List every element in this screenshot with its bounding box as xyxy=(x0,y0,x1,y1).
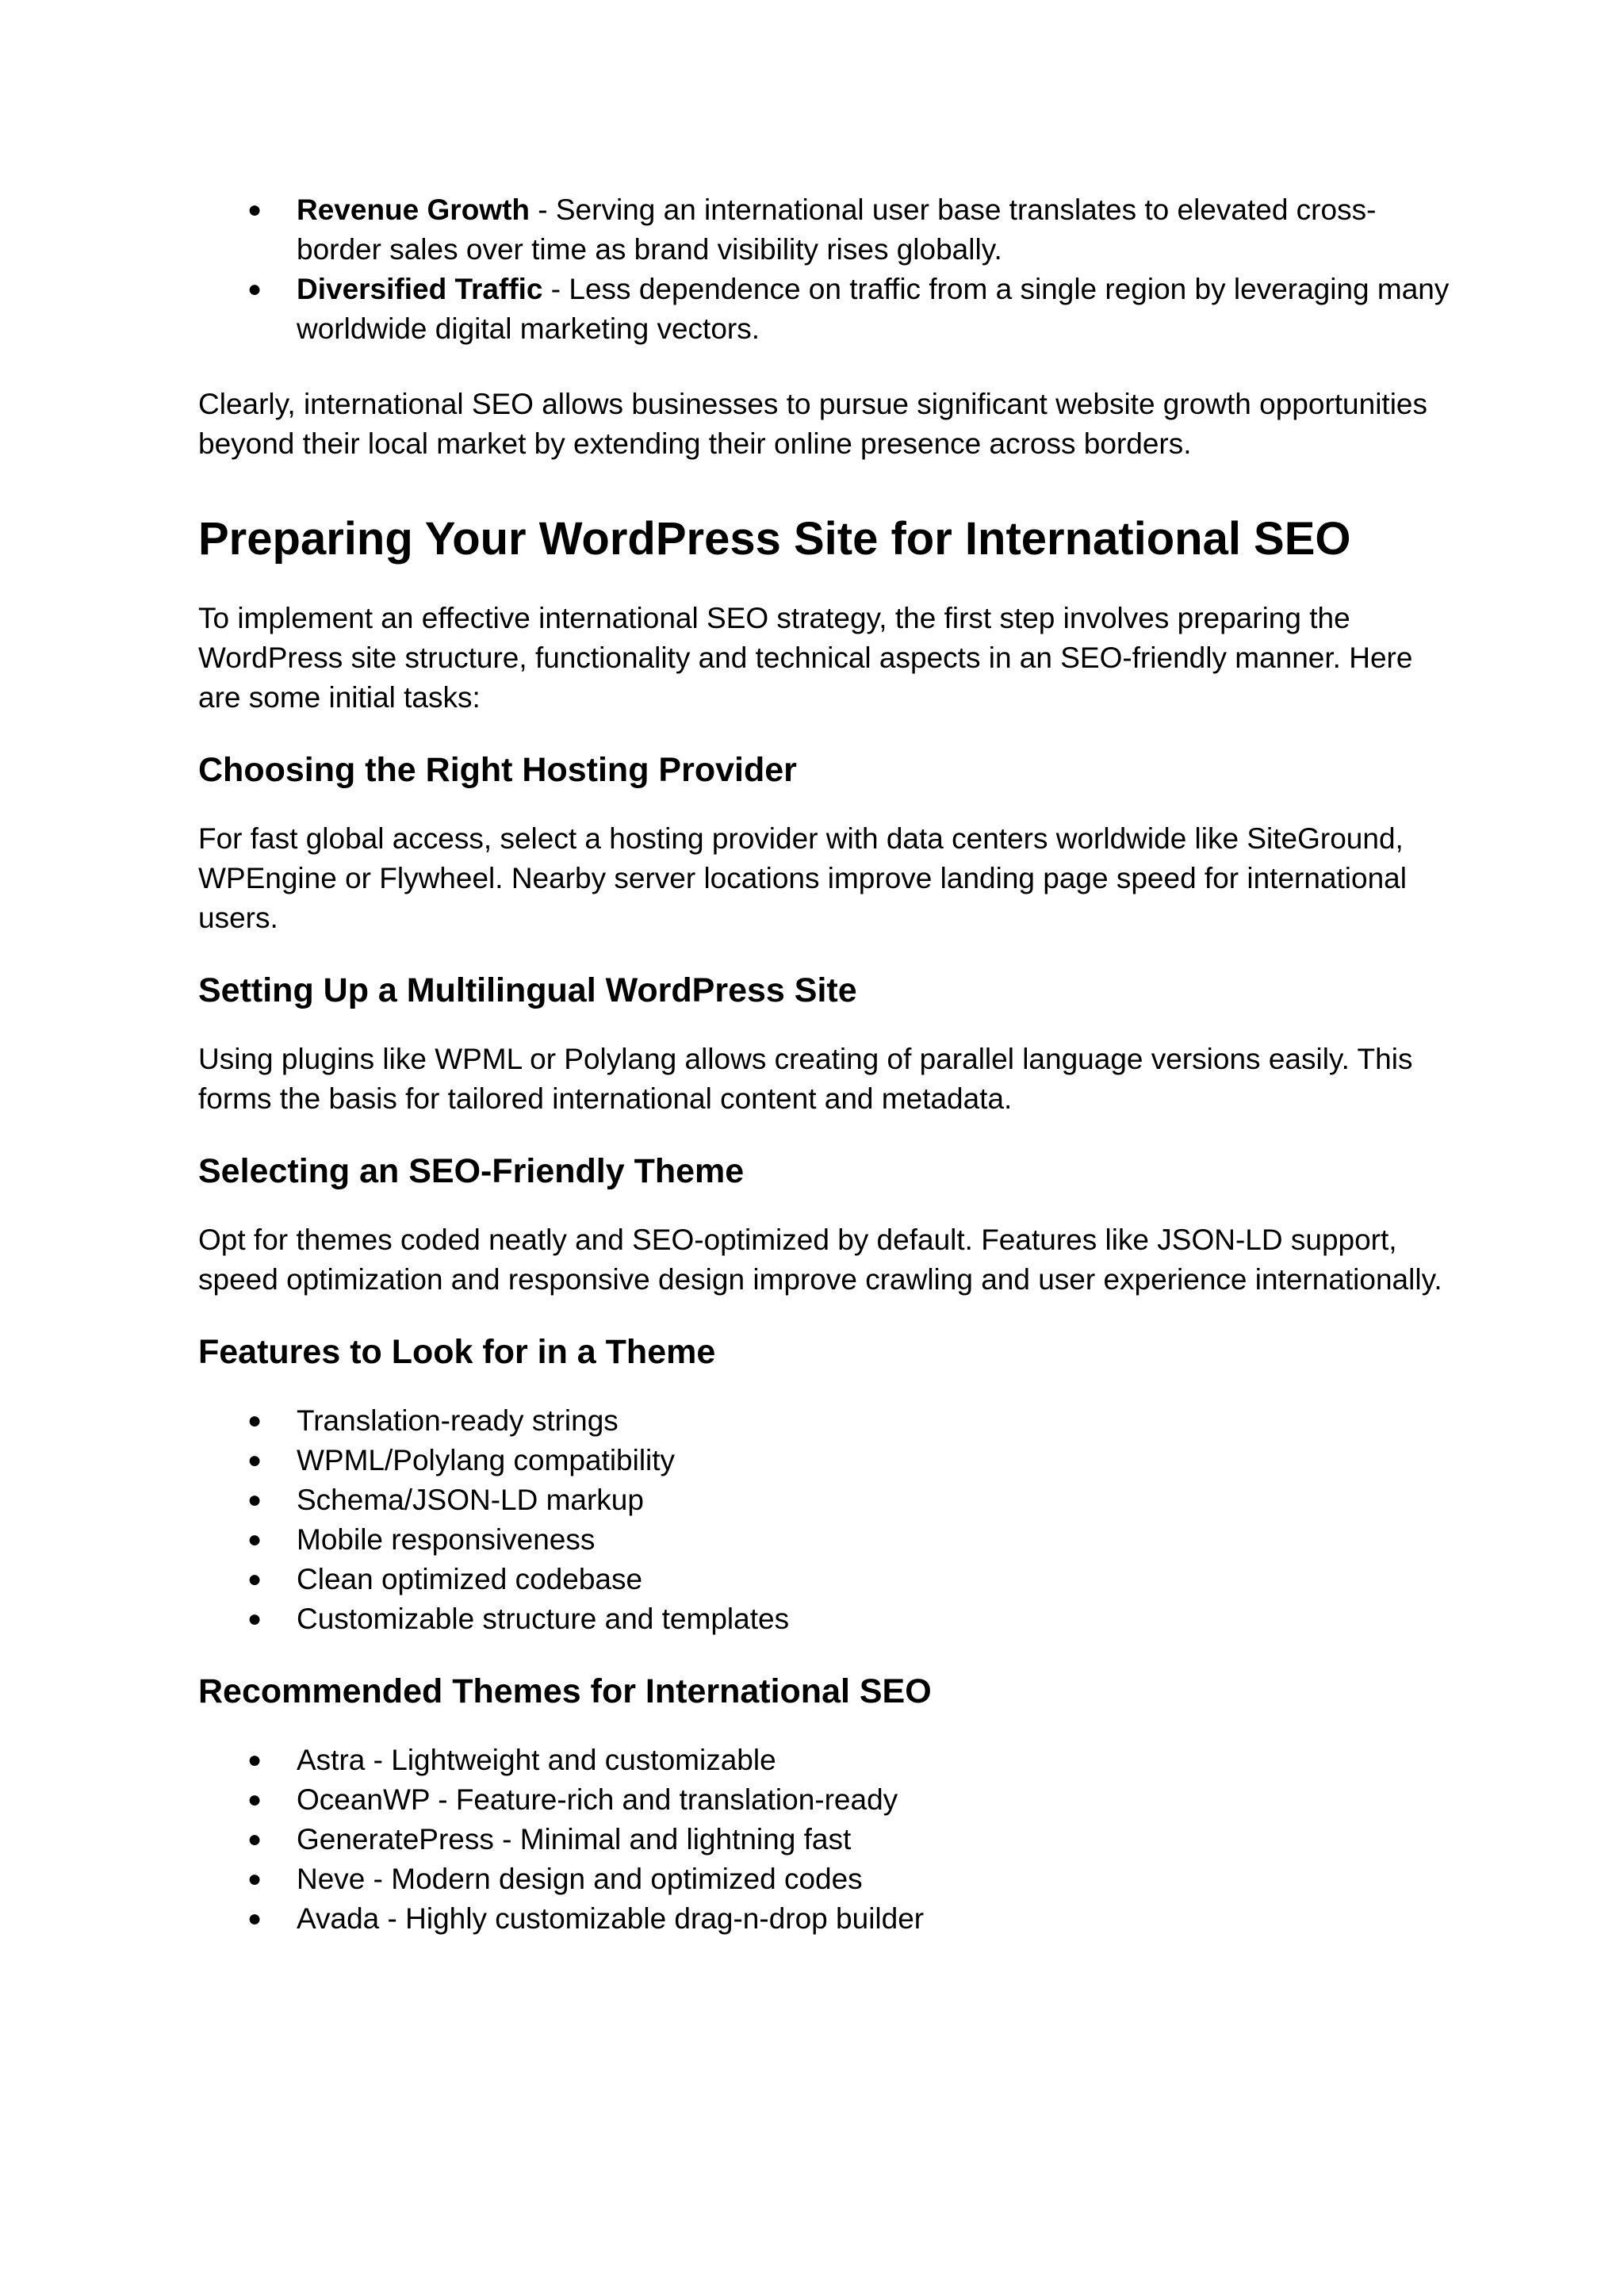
list-item xyxy=(198,270,1451,349)
multilingual-paragraph: Using plugins like WPML or Polylang allows creating of parallel language versions easily. This forms the basis for tailored international content and metadata. xyxy=(198,1043,1413,1115)
recommended-list xyxy=(198,1741,1451,1939)
features-list xyxy=(198,1401,1451,1639)
multilingual-heading: Setting Up a Multilingual WordPress Site xyxy=(198,971,857,1009)
list-item: ● Clean optimized codebase xyxy=(198,1560,1451,1599)
list-item-term: Diversified Traffic xyxy=(297,273,543,305)
list-item-term: Revenue Growth xyxy=(297,193,530,226)
list-item-text: - Less dependence on traffic from a single region by leveraging many worldwide digital marketing vectors. xyxy=(297,273,1450,345)
hosting-paragraph: For fast global access, select a hosting provider with data centers worldwide like SiteGround, WPEngine or Flywheel. Nearby server locations improve landing page speed for international users. xyxy=(198,822,1407,934)
document-page xyxy=(198,190,1451,1939)
list-item: ● GeneratePress - Minimal and lightning fast xyxy=(198,1820,1451,1859)
list-item: ● WPML/Polylang compatibility xyxy=(198,1441,1451,1480)
hosting-heading: Choosing the Right Hosting Provider xyxy=(198,751,797,789)
recommended-heading: Recommended Themes for International SEO xyxy=(198,1672,932,1710)
list-item: ● Schema/JSON-LD markup xyxy=(198,1480,1451,1520)
list-item: ● Translation-ready strings xyxy=(198,1401,1451,1441)
section-intro-paragraph: To implement an effective international SEO strategy, the first step involves preparing the WordPress site structure, functionality and technical aspects in an SEO-friendly manner. Here are some initial tasks: xyxy=(198,602,1413,714)
list-item-text: - Serving an international user base translates to elevated cross-border sales over time as brand visibility rises globally. xyxy=(297,193,1377,266)
features-heading: Features to Look for in a Theme xyxy=(198,1333,716,1371)
list-item: ● Customizable structure and templates xyxy=(198,1599,1451,1639)
list-item: ● OceanWP - Feature-rich and translation-ready xyxy=(198,1780,1451,1820)
theme-heading: Selecting an SEO-Friendly Theme xyxy=(198,1152,745,1190)
intro-paragraph: Clearly, international SEO allows businesses to pursue significant website growth opportunities beyond their local market by extending their online presence across borders. xyxy=(198,388,1428,460)
benefits-list xyxy=(198,190,1451,349)
list-item: ● Neve - Modern design and optimized codes xyxy=(198,1859,1451,1899)
theme-paragraph: Opt for themes coded neatly and SEO-optimized by default. Features like JSON-LD support, speed optimization and responsive design improve crawling and user experience internationally. xyxy=(198,1224,1442,1296)
list-item: ● Mobile responsiveness xyxy=(198,1520,1451,1560)
list-item: ● Astra - Lightweight and customizable xyxy=(198,1741,1451,1780)
list-item: ● Avada - Highly customizable drag-n-drop builder xyxy=(198,1899,1451,1939)
section-title: Preparing Your WordPress Site for International SEO xyxy=(198,513,1351,565)
list-item xyxy=(198,190,1451,270)
